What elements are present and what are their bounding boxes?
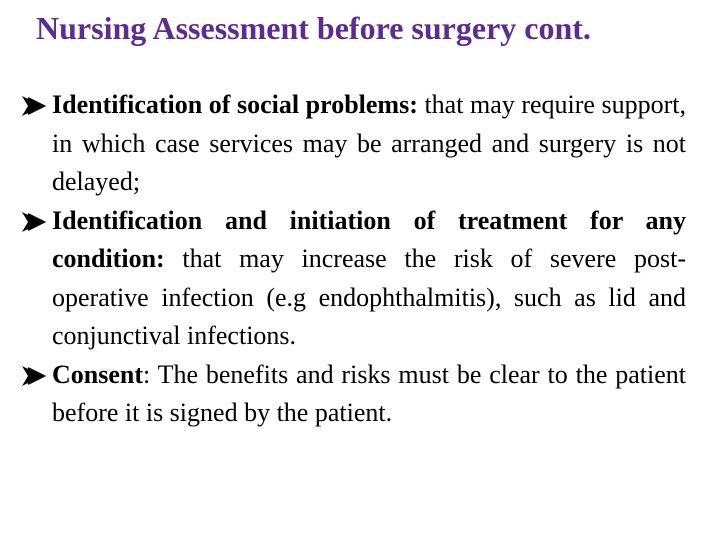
bullet-item-consent: [20, 356, 686, 433]
bullet-text: that may require support, in which case services may be arranged and surgery is not delayed;: [52, 90, 686, 196]
arrow-bullet-icon: [20, 210, 48, 234]
bullet-item-treatment: [20, 202, 686, 356]
slide-title: Nursing Assessment before surgery cont.: [36, 10, 591, 46]
bullet-item-social-problems: [20, 86, 686, 202]
arrow-bullet-icon: [20, 94, 48, 118]
bullet-list: [20, 86, 686, 433]
bullet-text: : The benefits and risks must be clear to the patient before it is signed by the patient.: [52, 359, 686, 427]
bullet-text: that may increase the risk of severe post-operative infection (e.g endophthalmitis), such as lid and conjunctival infections.: [52, 244, 686, 350]
bullet-lead: Identification and initiation of treatment for any condition:: [52, 205, 686, 273]
bullet-lead: Consent: [52, 359, 144, 389]
arrow-bullet-icon: [20, 364, 48, 388]
bullet-lead: Identification of social problems:: [52, 90, 418, 119]
